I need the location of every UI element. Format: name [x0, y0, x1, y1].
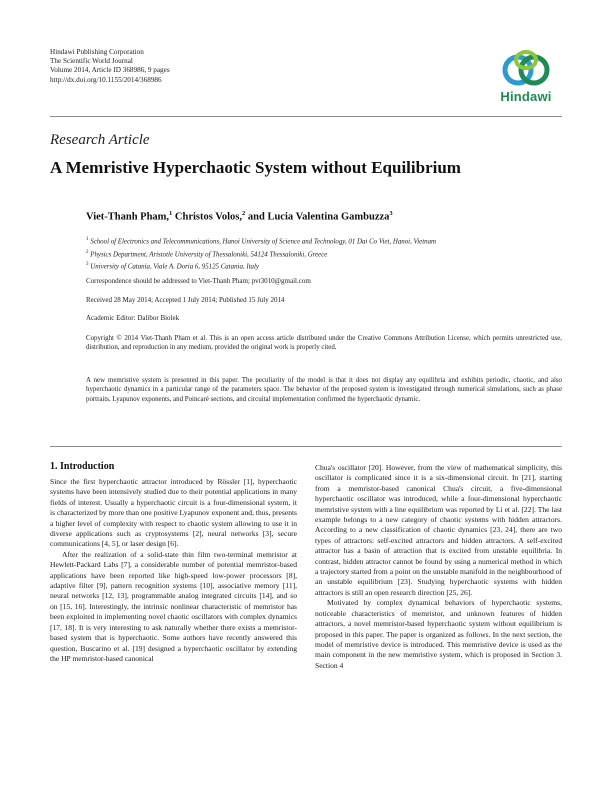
article-dates: Received 28 May 2014; Accepted 1 July 2014; Published 15 July 2014: [86, 296, 285, 304]
paragraph: Chua's oscillator [20]. However, from the view of mathematical simplicity, this oscillator is complicated since it is a six-dimensional circuit. In [21], starting from a memristor-based canonical Chua's circuit, a five-dimensional hyperchaotic oscillator was introduced, while a four-dimensional hyperchaotic memristive system with a line equilibrium was reported by Li et al. [22]. The last example belongs to a new category of chaotic systems with hidden attractors. According to a new classification of chaotic dynamics [23, 24], there are two types of attractors: self-excited attractors and hidden attractors. A self-excited attractor has a basin of attraction that is excited from unstable equilibria. In contrast, hidden attractor cannot be found by using a numerical method in which a trajectory started from a point on the unstable manifold in the neighbourhood of an unstable equilibrium [23]. Studying hyperchaotic systems with hidden attractors is still an open research direction [25, 26].: [315, 463, 562, 597]
paragraph: Since the first hyperchaotic attractor introduced by Rössler [1], hyperchaotic systems have been intensively studied due to their potential applications in many fields of interest. Usually a hyperchaotic circuit is a four-dimensional system, it is characterized by more than one positive Lyapunov exponent and, thus, presents a higher level of complexity with respect to chaotic system allowing to use it in diverse applications such as cryptosystems [2], neural networks [3], secure communications [4, 5], or laser design [6].: [50, 477, 297, 549]
copyright-notice: Copyright © 2014 Viet-Thanh Pham et al. This is an open access article distributed under the Creative Commons Attribution License, which permits unrestricted use, distribution, and reproduction in any medium, provided the original work is properly cited.: [86, 335, 562, 352]
author-3: and Lucia Valentina Gambuzza: [245, 211, 390, 223]
section-heading: 1. Introduction: [50, 461, 115, 472]
affiliation-1: [86, 235, 436, 248]
header-rule: [50, 116, 562, 117]
author-list: [86, 210, 393, 223]
affiliations: [86, 235, 436, 273]
doi-link[interactable]: http://dx.doi.org/10.1155/2014/368986: [50, 75, 162, 84]
affiliation-3-sup: 3: [86, 262, 89, 267]
author-2: Christos Volos,: [172, 211, 243, 223]
publisher-line: Hindawi Publishing Corporation: [50, 48, 144, 56]
affiliation-3: [86, 260, 436, 273]
author-2-sup: 2: [242, 210, 246, 217]
volume-line: Volume 2014, Article ID 368986, 9 pages: [50, 66, 170, 75]
article-type: Research Article: [50, 132, 150, 148]
correspondence: Correspondence should be addressed to Viet-Thanh Pham; pvt3010@gmail.com: [86, 277, 311, 285]
academic-editor: Academic Editor: Dalibor Biolek: [86, 314, 180, 322]
publication-info: [50, 48, 170, 85]
author-1-sup: 1: [169, 210, 173, 217]
paragraph: Motivated by complex dynamical behaviors of hyperchaotic systems, noticeable characteristics of memristor, and unknown features of hidden attractors, a novel memristor-based hyperchaotic system without equilibrium is proposed in this paper. The paper is organized as follows. In the next section, the model of memristive device is introduced. This memristive device is used as the main component in the new memristive system, which is proposed in Section 3. Section 4: [315, 598, 562, 670]
paragraph: After the realization of a solid-state thin film two-terminal memristor at Hewlett-Packard Labs [7], a considerable number of potential memristor-based applications have been reported like high-speed low-power processors [8], adaptive filter [9], pattern recognition systems [10], associative memory [11], neural networks [12, 13], programmable analog integrated circuits [14], and so on [15, 16]. Interestingly, the intrinsic nonlinear characteristic of memristor has been exploited in implementing novel chaotic oscillators with complex dynamics [17, 18]. It is very interesting to ask naturally whether there exists a memristor-based system that is hyperchaotic. Some authors have recently answered this question, Buscarino et al. [19] designed a hyperchaotic oscillator by extending the HP memristor-based canonical: [50, 549, 297, 663]
logo-wordmark: Hindawi: [500, 89, 552, 104]
author-1: Viet-Thanh Pham,: [86, 211, 170, 223]
affiliation-2: [86, 248, 436, 261]
hindawi-logo: [486, 46, 566, 108]
hindawi-logo-icon: [486, 46, 566, 90]
author-3-sup: 3: [389, 210, 393, 217]
affiliation-3-text: University of Catania, Viale A. Doria 6, 95125 Catania, Italy: [90, 263, 259, 271]
journal-line: The Scientific World Journal: [50, 57, 133, 66]
affiliation-1-text: School of Electronics and Telecommunications, Hanoi University of Science and Technology, 01 Dai Co Viet, Hanoi, Vietnam: [90, 238, 436, 246]
affiliation-2-sup: 2: [86, 249, 89, 255]
abstract: A new memristive system is presented in this paper. The peculiarity of the model is that it does not display any equilibria and exhibits periodic, chaotic, and also hyperchaotic dynamics in a particular range of the parameters space. The behavior of the proposed system is investigated through numerical simulations, such as phase portraits, Lyapunov exponents, and Poincaré sections, and circuital implementation confirmed the hyperchaotic dynamic.: [86, 377, 562, 403]
affiliation-1-sup: 1: [86, 237, 89, 242]
right-column: [315, 463, 562, 671]
article-title: A Memristive Hyperchaotic System without Equilibrium: [50, 158, 461, 177]
abstract-rule: [50, 446, 562, 447]
left-column: [50, 477, 297, 664]
affiliation-2-text: Physics Department, Aristotle University of Thessaloniki, 54124 Thessaloniki, Greece: [90, 250, 328, 258]
